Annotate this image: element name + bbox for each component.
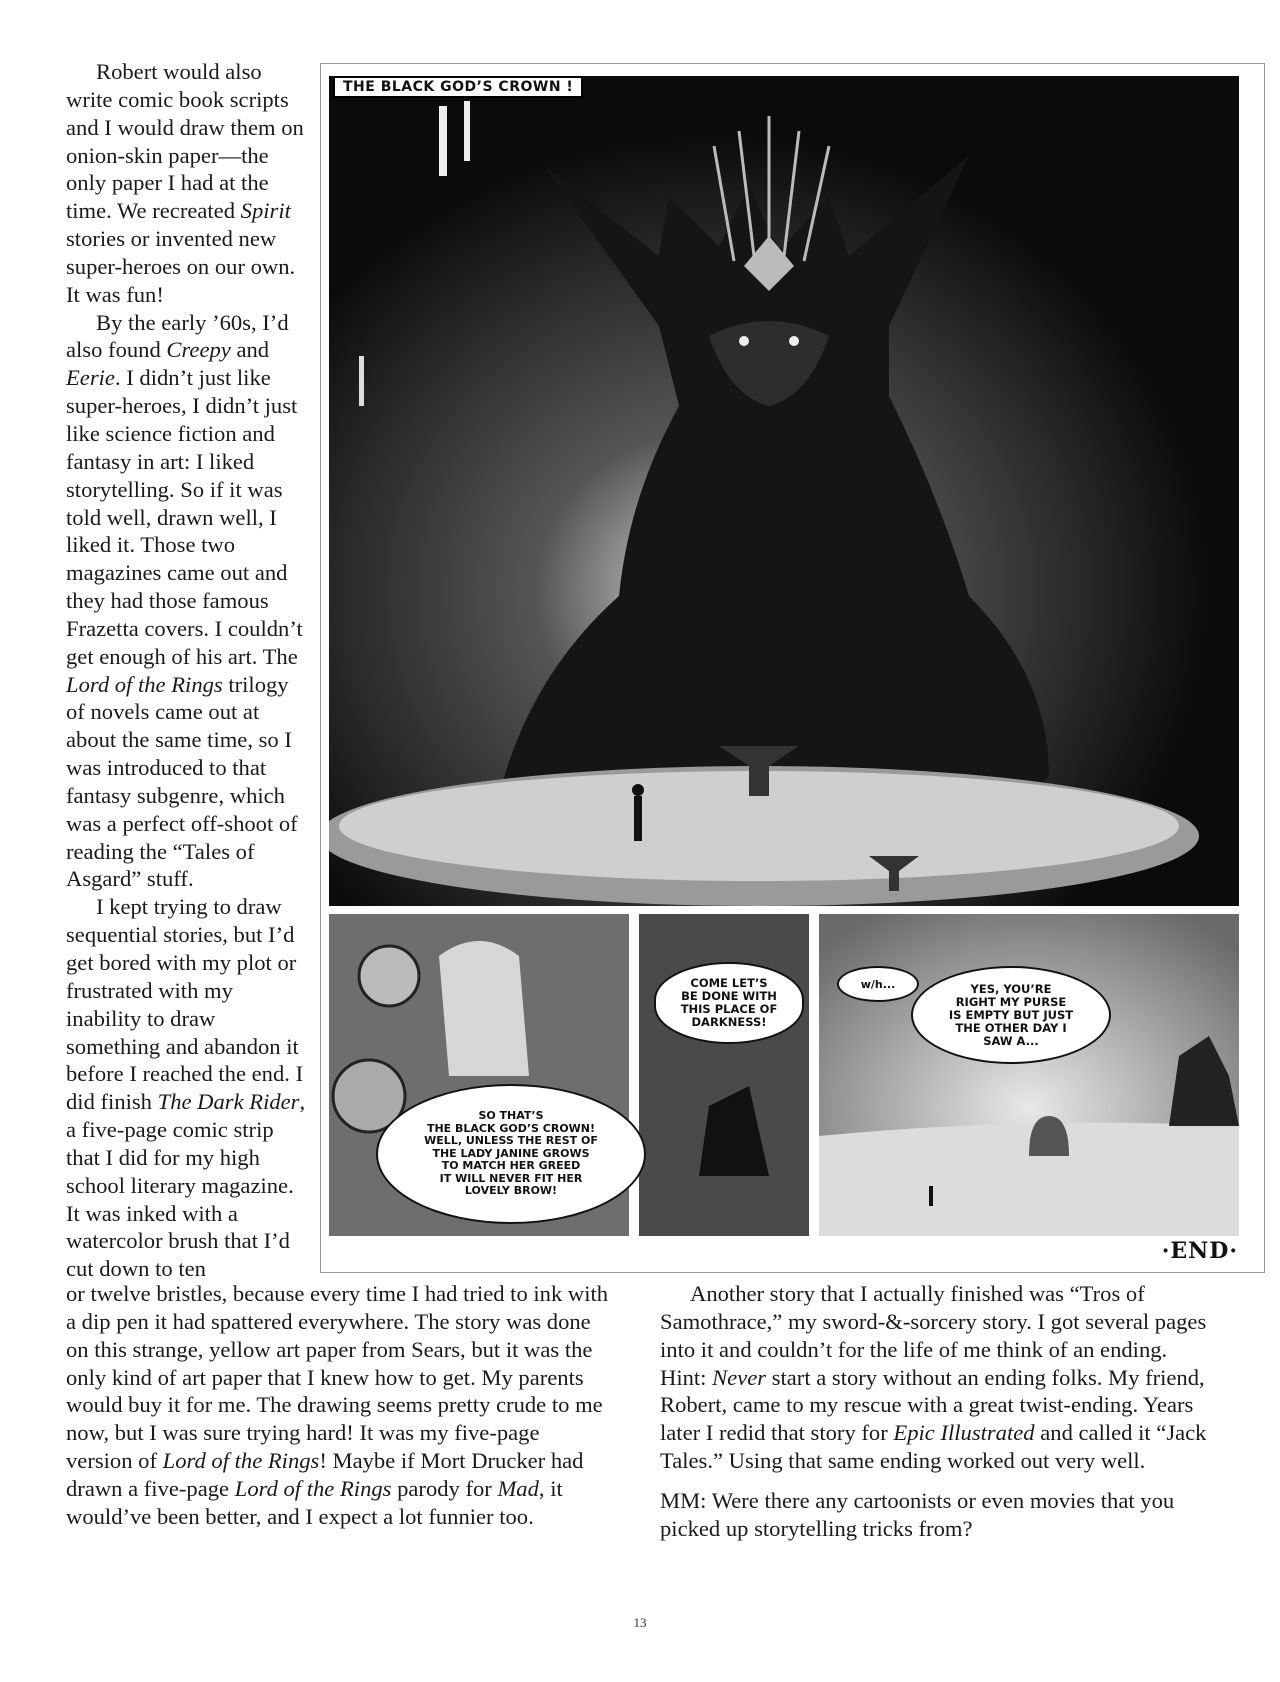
speech-balloon-right: YES, YOU’RE RIGHT MY PURSE IS EMPTY BUT JUST THE OTHER DAY I SAW A... (911, 966, 1111, 1064)
comic-caption-box: THE BLACK GOD’S CROWN ! (333, 76, 583, 98)
paragraph-creepy-eerie: By the early ’60s, I’d also found Creepy and Eerie. I didn’t just like super-heroes, I didn’t just like science fiction and fantasy in art: I liked storytelling. So if it was told well, drawn well, I liked it. Those two magazines came out and they had those famous Frazetta covers. I couldn’t get enough of his art. The Lord of the Rings trilogy of novels came out at about the same time, so I was introduced to that fantasy subgenre, which was a perfect off-shoot of reading the “Tales of Asgard” stuff. (66, 309, 303, 892)
speech-balloon-left: SO THAT’S THE BLACK GOD’S CROWN! WELL, UNLESS THE REST OF THE LADY JANINE GROWS TO MATCH HER GREED IT WILL NEVER FIT HER LOVELY BROW! (376, 1084, 646, 1224)
bottom-right-column (660, 1280, 1218, 1543)
paragraph-art-paper: or twelve bristles, because every time I had tried to ink with a dip pen it had spattered everywhere. The story was done on this strange, yellow art paper from Sears, but it was the only kind of art paper that I knew how to get. My parents would buy it for me. The drawing seems pretty crude to me now, but I was sure trying hard! It was my five-page version of Lord of the Rings! Maybe if Mort Drucker had drawn a five-page Lord of the Rings parody for Mad, it would’ve been better, and I expect a lot funnier too. (66, 1281, 609, 1529)
interview-question: MM: Were there any cartoonists or even movies that you picked up storytelling tricks from? (660, 1487, 1175, 1541)
page-number: 13 (633, 1615, 647, 1630)
end-mark: ·END· (1161, 1238, 1238, 1264)
comic-artwork (329, 76, 1239, 1236)
interviewer-label: MM: (660, 1487, 707, 1513)
paragraph-robert-scripts: Robert would also write comic book scripts and I would draw them on onion-skin paper—the only paper I had at the time. We recreated Spirit stories or invented new super-heroes on our own. It was fun! (66, 59, 304, 307)
comic-illustration (320, 63, 1265, 1273)
left-narrow-column (66, 58, 310, 1283)
paragraph-sequential-stories: I kept trying to draw sequential stories, but I’d get bored with my plot or frustrated with my inability to draw something and abandon it before I reached the end. I did finish The Dark Rider, a five-page comic strip that I did for my high school literary magazine. It was inked with a watercolor brush that I’d cut down to ten (66, 894, 306, 1282)
speech-balloon-right-small: w/h... (837, 966, 919, 1002)
speech-balloon-middle: COME LET’S BE DONE WITH THIS PLACE OF DARKNESS! (654, 962, 804, 1044)
paragraph-tros-of-samothrace: Another story that I actually finished was “Tros of Samothrace,” my sword-&-sorcery story. I got several pages into it and couldn’t for the life of me think of an ending. Hint: Never start a story without an ending folks. My friend, Robert, came to my rescue with a great twist-ending. Years later I redid that story for Epic Illustrated and called it “Jack Tales.” Using that same ending worked out very well. (660, 1281, 1207, 1474)
bottom-left-column (66, 1280, 611, 1531)
